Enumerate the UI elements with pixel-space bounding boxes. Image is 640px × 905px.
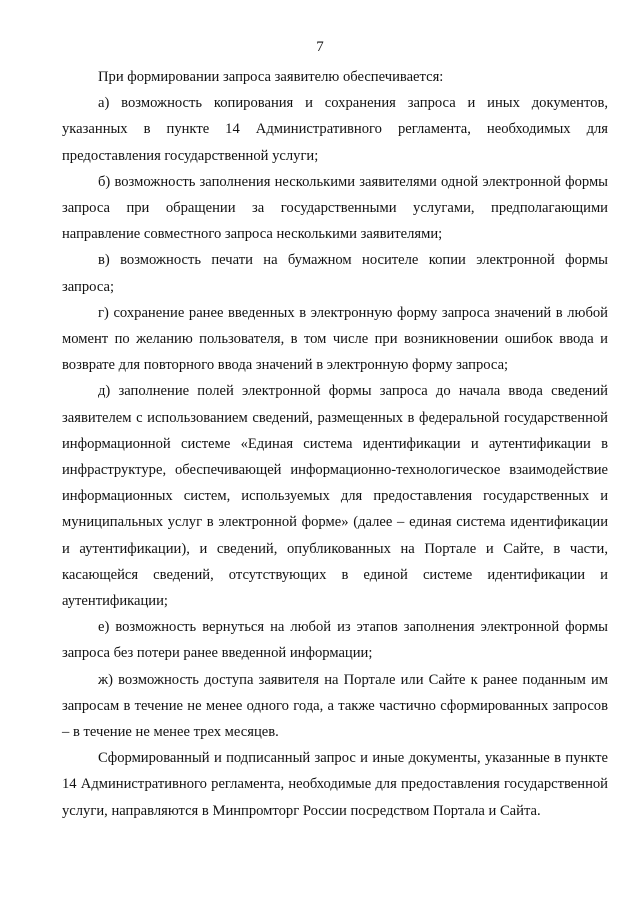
paragraph-item-zh: ж) возможность доступа заявителя на Портале или Сайте к ранее поданным им запросам в течение не менее одного года, а также частично сформированных запросов – в течение не менее трех месяцев. <box>62 671 608 741</box>
paragraph-intro: При формировании запроса заявителю обеспечивается: <box>98 69 444 85</box>
paragraph-item-e: е) возможность вернуться на любой из этапов заполнения электронной формы запроса без потери ранее введенной информации; <box>62 619 608 662</box>
page-number: 7 <box>316 39 324 55</box>
paragraph-item-v: в) возможность печати на бумажном носителе копии электронной формы запроса; <box>62 252 608 295</box>
paragraph-item-b: б) возможность заполнения несколькими заявителями одной электронной формы запроса при обращении за государственными услугами, предполагающими направление совместного запроса несколькими заявителями; <box>62 173 608 243</box>
paragraph-item-a: а) возможность копирования и сохранения запроса и иных документов, указанных в пункте 14 Административного регламента, необходимых для предоставления государственной услуги; <box>62 95 608 164</box>
paragraph-item-d: д) заполнение полей электронной формы запроса до начала ввода сведений заявителем с использованием сведений, размещенных в федеральной государственной информационной системе «Единая система идентификации и аутентификации в инфраструктуре, обеспечивающей информационно-технологическое взаимодействие информационных систем, используемых для предоставления государственных и муниципальных услуг в электронной форме» (далее – единая система идентификации и аутентификации), и сведений, опубликованных на Портале и Сайте, в части, касающейся сведений, отсутствующих в единой системе идентификации и аутентификации; <box>62 383 608 610</box>
document-body <box>62 64 608 824</box>
paragraph-closing: Сформированный и подписанный запрос и иные документы, указанные в пункте 14 Административного регламента, необходимые для предоставления государственной услуги, направляются в Минпромторг России посредством Портала и Сайта. <box>62 750 608 819</box>
paragraph-item-g: г) сохранение ранее введенных в электронную форму запроса значений в любой момент по желанию пользователя, в том числе при возникновении ошибок ввода и возврате для повторного ввода значений в электронную форму запроса; <box>62 304 608 374</box>
